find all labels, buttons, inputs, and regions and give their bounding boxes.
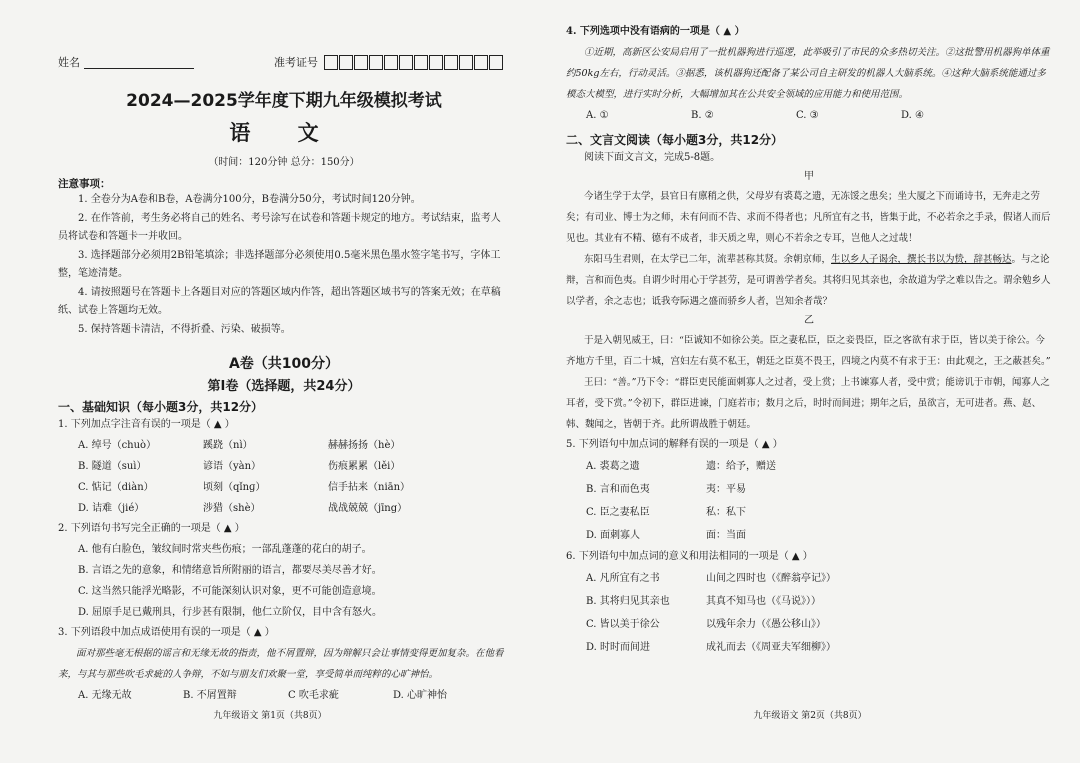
- question-6-row: D. 时时而间进 成礼而去（《周亚夫军细柳》）: [586, 642, 836, 653]
- question-2-option: D. 屈原手足已戴刑具，行步甚有限制，他仁立阶仅，目中含有怒火。: [78, 607, 383, 618]
- question-2-stem: 2. 下列语句书写完全正确的一项是（ ▲ ）: [58, 523, 245, 534]
- id-label: 准考证号: [274, 56, 318, 69]
- name-label: 姓名: [58, 56, 80, 69]
- question-5-row: D. 面刺寡人 面：当面: [586, 530, 746, 541]
- notice-item: 2. 在作答前，考生务必将自己的姓名、考号涂写在试卷和答题卡规定的地方。考试结束，监考人员将试卷和答题卡一并收回。: [58, 212, 501, 242]
- part-1-heading: 一、基础知识（每小题3分，共12分）: [58, 400, 264, 414]
- question-2-option: C. 这当然只能浮光略影，不可能深刻认识对象，更不可能创造意境。: [78, 586, 382, 597]
- id-boxes: [324, 55, 504, 70]
- page-2: [540, 0, 1080, 763]
- notice-item: 3. 选择题部分必须用2B铅笔填涂；非选择题部分必须使用0.5毫米黑色墨水签字笔书写，字体工整，笔迹清楚。: [58, 249, 501, 279]
- notice-item: 5. 保持答题卡清洁，不得折叠、污染、破损等。: [78, 323, 291, 335]
- question-1-row: D. 诘难（jié） 涉猎（shè） 战战兢兢（jīng）: [78, 503, 408, 514]
- subject-title: 语 文: [229, 120, 339, 145]
- passage-jia-p2: 东阳马生君则，在太学已二年，流辈甚称其贤。余朝京师，生以乡人子谒余，撰长书以为贽，辞甚畅达。与之论辩，言和而色夷。自谓少时用心于学甚劳，是可谓善学者矣。其将归见其亲也，余故道为学之难以告之。谓余勉乡人以学者，余之志也；诋我夸际遇之盛而骄乡人者，岂知余者哉？: [566, 254, 1051, 307]
- passage-yi-label: 乙: [804, 315, 814, 326]
- question-4-passage: ①近期，高新区公安局启用了一批机器狗进行巡逻，此举吸引了市民的众多热切关注。②这批警用机器狗单体重约50kg左右，行动灵活。③据悉，该机器狗还配备了某公司自主研发的机器人大脑系统。④这种大脑系统能通过多模态大模型，进行实时分析，大幅增加其在公共安全领域的应用能力和使用范围。: [566, 47, 1050, 100]
- name-line: [84, 56, 194, 69]
- question-6-stem: 6. 下列语句中加点词的意义和用法相同的一项是（ ▲ ）: [566, 551, 813, 562]
- question-5-row: A. 裘葛之遗 遗：给予，赠送: [586, 461, 776, 472]
- question-4-options: A. ① B. ② C. ③ D. ④: [586, 110, 924, 121]
- question-2-option: A. 他有白脸色，皱纹间时常夹些伤痕；一部乱蓬蓬的花白的胡子。: [78, 544, 372, 555]
- page-footer: 九年级语文 第1页（共8页）: [213, 711, 327, 721]
- exam-time: （时间：120分钟 总分：150分）: [208, 157, 360, 168]
- question-5-row: B. 言和而色夷 夷：平易: [586, 484, 746, 495]
- question-3-stem: 3. 下列语段中加点成语使用有误的一项是（ ▲ ）: [58, 627, 275, 638]
- question-1-stem: 1. 下列加点字注音有误的一项是（ ▲ ）: [58, 419, 235, 430]
- header-row: [58, 50, 510, 74]
- question-6-row: B. 其将归见其亲也 其真不知马也（《马说》））: [586, 596, 821, 607]
- question-2-option: B. 言语之先的意象，和情绪意旨所附丽的语言，都要尽美尽善才好。: [78, 565, 382, 576]
- notice-item: 1. 全卷分为A卷和B卷，A卷满分100分，B卷满分50分，考试时间120分钟。: [78, 194, 421, 205]
- underlined-sentence: 生以乡人子谒余，撰长书以为贽，辞甚畅达: [831, 254, 1012, 265]
- question-5-row: C. 臣之妻私臣 私：私下: [586, 507, 746, 518]
- passage-yi-p2: 王曰：“善。”乃下令：“群臣吏民能面刺寡人之过者，受上赏；上书谏寡人者，受中赏；能谤讥于市朝，闻寡人之耳者，受下赏。”令初下，群臣进谏，门庭若市；数月之后，时时而间进；期年之后，虽欲言，无可进者。燕、赵、韩、魏闻之，皆朝于齐。此所谓战胜于朝廷。: [566, 377, 1050, 430]
- question-1-row: C. 惦记（diàn） 顷刻（qǐnɡ） 信手拈来（niān）: [78, 482, 411, 493]
- question-5-stem: 5. 下列语句中加点词的解释有误的一项是（ ▲ ）: [566, 439, 783, 450]
- notice-list: [58, 191, 510, 339]
- section-i-title: 第Ⅰ卷（选择题，共24分）: [207, 379, 361, 394]
- passage-jia-label: 甲: [804, 171, 814, 182]
- question-4-stem: 4. 下列选项中没有语病的一项是（ ▲ ）: [566, 26, 745, 37]
- notice-heading: 注意事项：: [58, 178, 111, 190]
- exam-title: 2024—2025学年度下期九年级模拟考试: [126, 91, 442, 111]
- passage-jia-p1: 今诸生学于太学，县官日有廪稍之供，父母岁有裘葛之遗，无冻馁之患矣；坐大厦之下而诵诗书，无奔走之劳矣；有司业、博士为之师，未有问而不告、求而不得者也；凡所宜有之书，皆集于此，不必若余之手录，假诸人而后见也。其业有不精、德有不成者，非天质之卑，则心不若余之专耳，岂他人之过哉！: [566, 191, 1051, 244]
- section-a-title: A卷（共100分）: [228, 356, 340, 372]
- reading-intro: 阅读下面文言文，完成5-8题。: [584, 152, 721, 163]
- question-3-passage: 面对那些毫无根据的谣言和无缘无故的指责，他不屑置辩，因为辩解只会让事情变得更加复杂。在他看来，与其与那些吹毛求疵的人争辩，不如与朋友们欢聚一堂，享受简单而纯粹的心旷神怡。: [58, 648, 504, 680]
- question-1-row: B. 隧道（suì） 谚语（yàn） 伤痕累累（lěi）: [78, 461, 401, 472]
- question-6-row: C. 皆以美于徐公 以残年余力（《愚公移山》）: [586, 619, 826, 630]
- passage-yi-p1: 于是入朝见威王，曰：“臣诚知不如徐公美。臣之妻私臣，臣之妾畏臣，臣之客欲有求于臣，皆以美于徐公。今齐地方千里，百二十城，宫妇左右莫不私王，朝廷之臣莫不畏王，四境之内莫不有求于王：由此观之，王之蔽甚矣。”: [566, 335, 1051, 367]
- page-footer: 九年级语文 第2页（共8页）: [753, 711, 867, 721]
- question-6-row: A. 凡所宜有之书 山间之四时也（《醉翁亭记》）: [586, 573, 836, 584]
- question-3-options: A. 无缘无故 B. 不屑置辩 C 吹毛求疵 D. 心旷神怡: [78, 690, 448, 701]
- notice-item: 4. 请按照题号在答题卡上各题目对应的答题区域内作答，超出答题区域书写的答案无效；在草稿纸、试卷上答题均无效。: [58, 286, 501, 316]
- question-1-row: A. 绰号（chuò） 蹊跷（nì） 赫赫扬扬（hè）: [78, 440, 401, 451]
- part-2-heading: 二、文言文阅读（每小题3分，共12分）: [566, 133, 784, 147]
